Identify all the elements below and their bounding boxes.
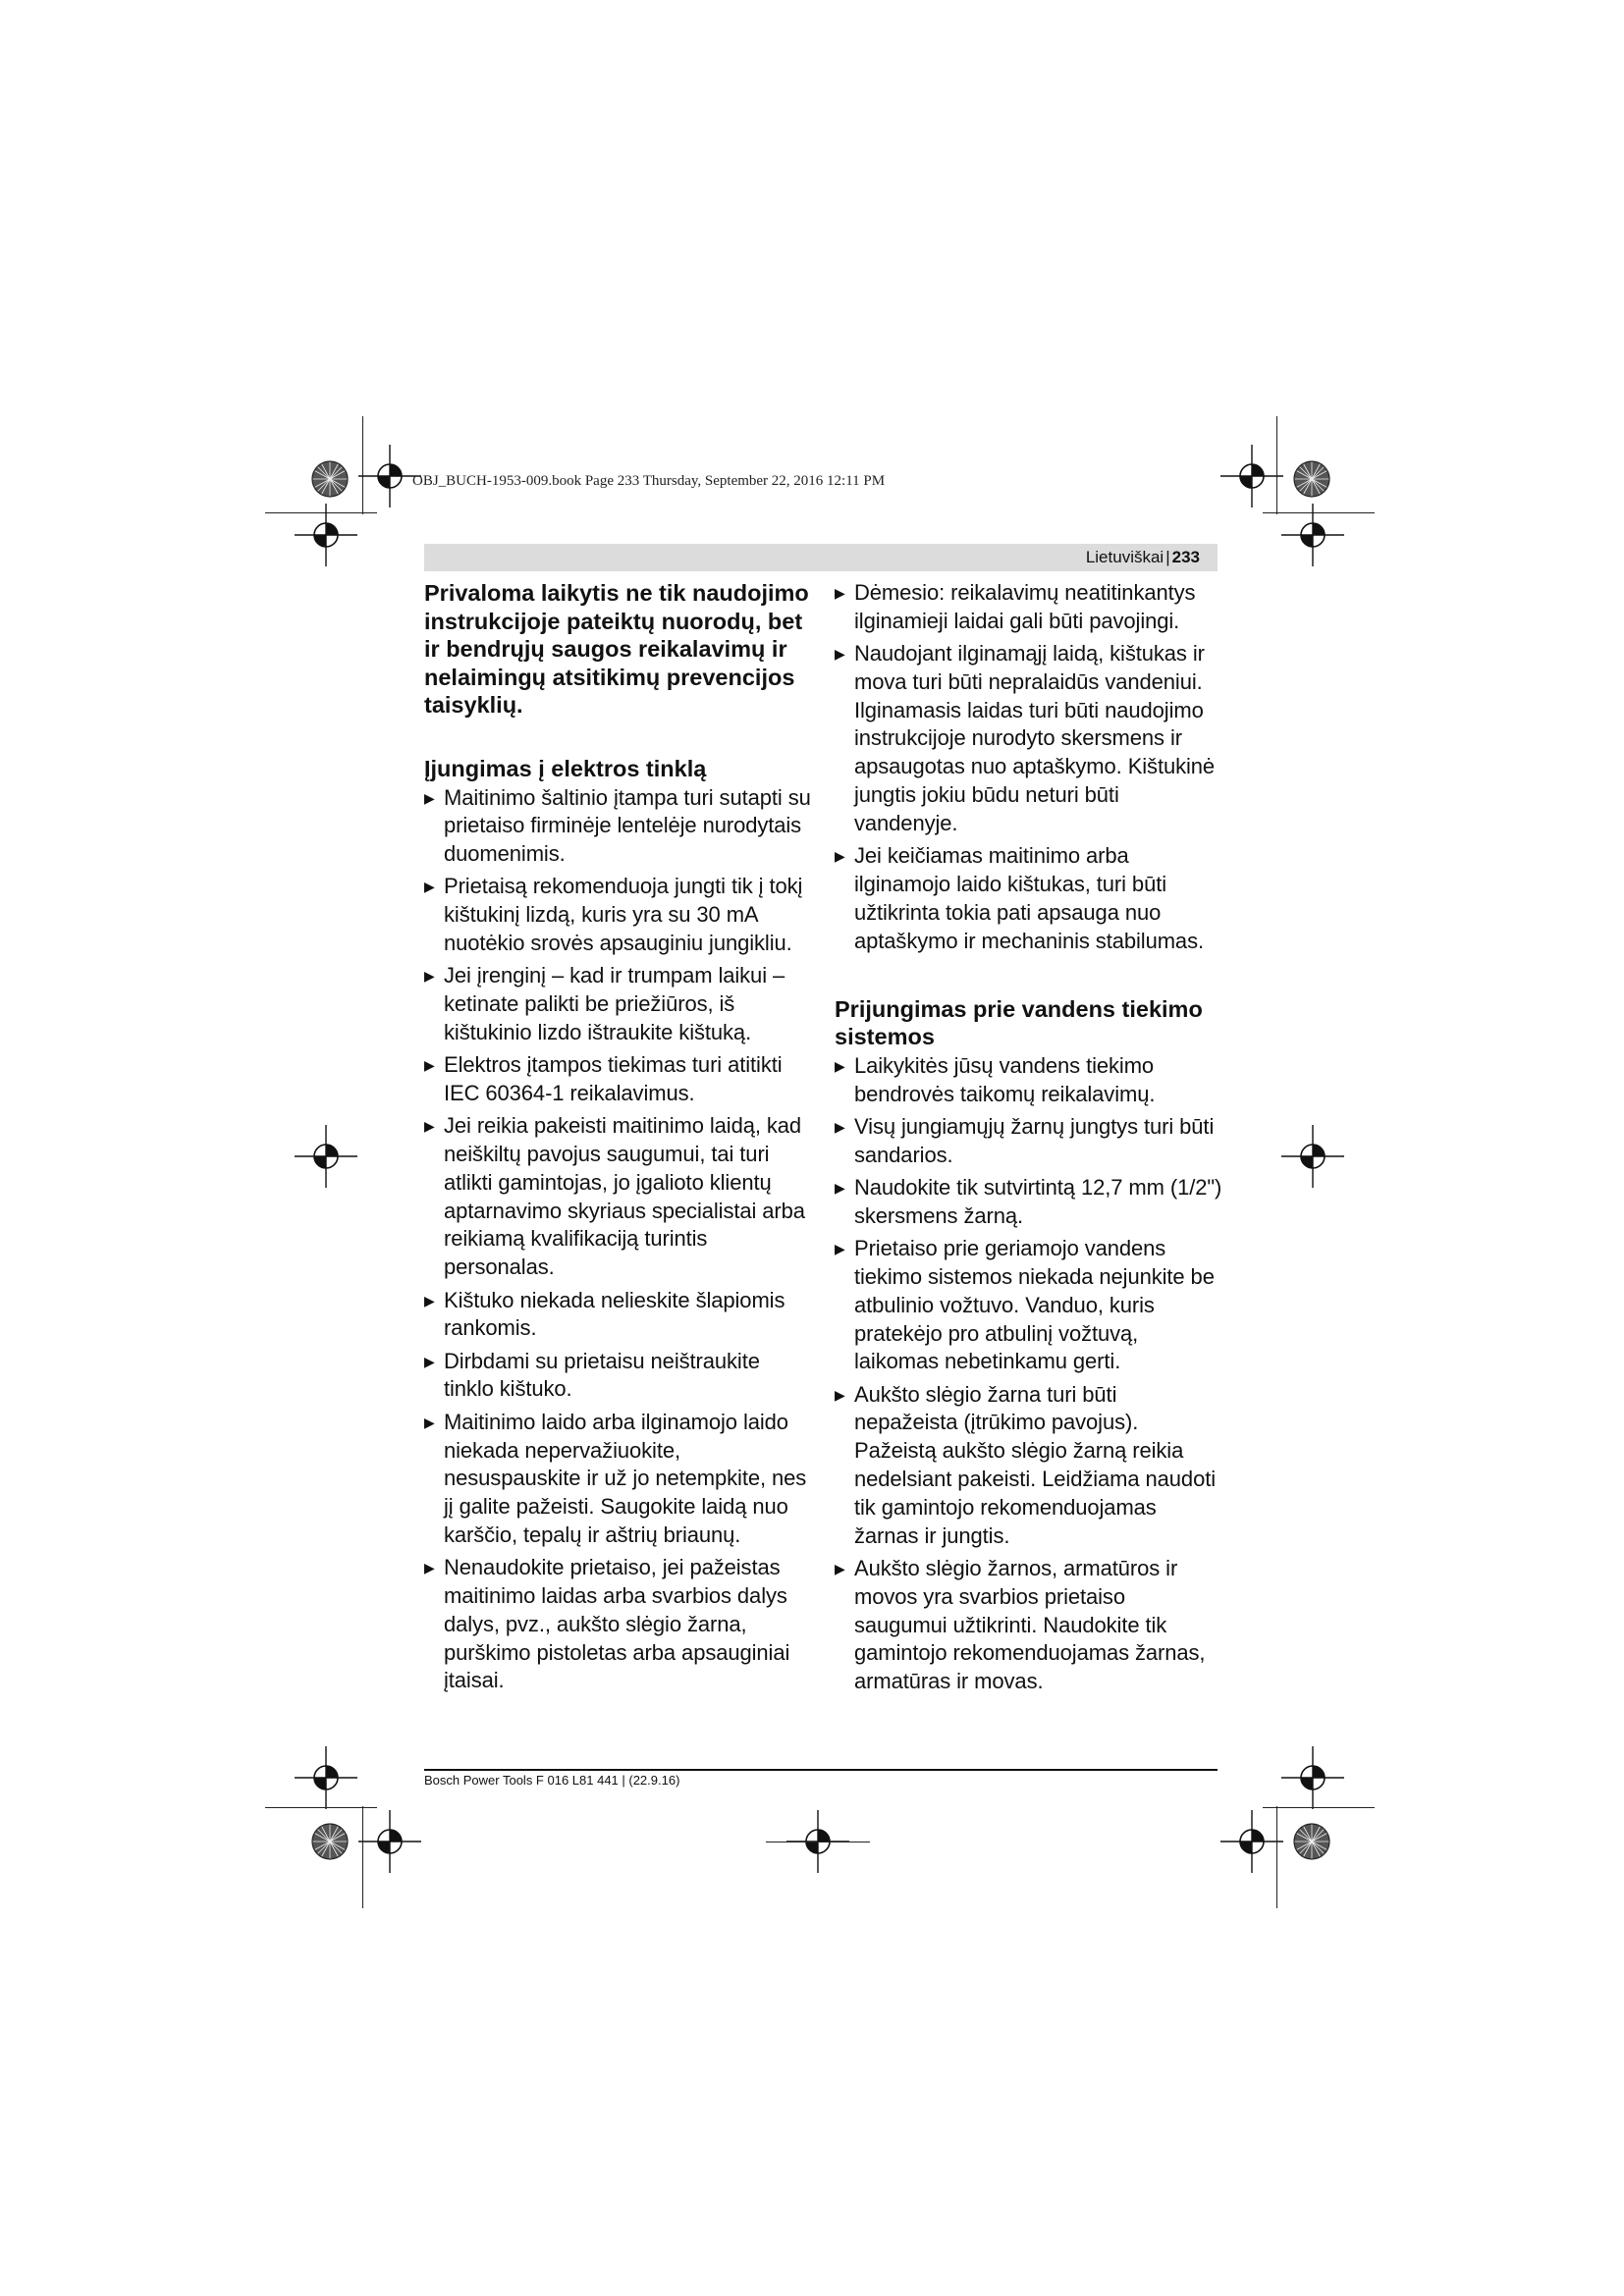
page-footer: Bosch Power Tools F 016 L81 441 | (22.9.16) [424, 1773, 680, 1788]
header-separator: | [1165, 548, 1170, 566]
list-item: ▶ Dirbdami su prietaisu neištraukite tinklo kištuko. [424, 1348, 812, 1405]
page-number: 233 [1171, 548, 1200, 566]
section-heading-water-supply: Prijungimas prie vandens tiekimo sistemos [835, 995, 1203, 1049]
crosshair-icon [295, 1746, 357, 1809]
crosshair-icon [1220, 445, 1283, 507]
page-header [424, 544, 1218, 571]
registration-target-icon [310, 1822, 350, 1861]
list-item: ▶ Jei keičiamas maitinimo arba ilginamojo laido kištukas, turi būti užtikrinta tokia pati apsauga nuo aptaškymo ir mechaninis stabilumas. [835, 842, 1222, 955]
extension-cord-list [835, 579, 1222, 955]
list-item: ▶ Laikykitės jūsų vandens tiekimo bendrovės taikomų reikalavimų. [835, 1052, 1222, 1109]
trim-line [1263, 1807, 1375, 1808]
list-item: ▶ Prietaisą rekomenduoja jungti tik į tokį kištukinį lizdą, kuris yra su 30 mA nuotėkio srovės apsauginiu jungikliu. [424, 873, 812, 957]
list-item: ▶ Maitinimo šaltinio įtampa turi sutapti su prietaiso firminėje lentelėje nurodytais duomenimis. [424, 784, 812, 869]
list-item: ▶ Jei įrenginį – kad ir trumpam laikui – ketinate palikti be priežiūros, iš kištukinio lizdo ištraukite kištuką. [424, 962, 812, 1046]
list-item: ▶ Aukšto slėgio žarnos, armatūros ir movos yra svarbios prietaiso saugumui užtikrinti. Naudokite tik gamintojo rekomenduojamas žarnas, armatūras ir movas. [835, 1555, 1222, 1696]
trim-line [1276, 1806, 1277, 1908]
crosshair-icon [358, 1810, 421, 1873]
print-slug: OBJ_BUCH-1953-009.book Page 233 Thursday, September 22, 2016 12:11 PM [412, 473, 886, 489]
list-item: ▶ Naudokite tik sutvirtintą 12,7 mm (1/2") skersmens žarną. [835, 1174, 1222, 1231]
crosshair-icon [295, 504, 357, 566]
footer-rule [424, 1769, 1218, 1771]
list-item: ▶ Maitinimo laido arba ilginamojo laido niekada nepervažiuokite, nesuspauskite ir už jo netempkite, nes jį galite pažeisti. Saugokite laidą nuo karščio, tepalų ir aštrių briaunų. [424, 1409, 812, 1550]
crosshair-icon [295, 1125, 357, 1188]
crosshair-icon [1281, 1746, 1344, 1809]
list-item: ▶ Jei reikia pakeisti maitinimo laidą, kad neiškiltų pavojus saugumui, tai turi atlikti gamintojas, jo įgalioto klientų aptarnavimo skyriaus specialistai arba reikiamą kvalifikaciją turintis personalas. [424, 1112, 812, 1282]
crosshair-icon [1281, 504, 1344, 566]
registration-target-icon [310, 459, 350, 499]
crosshair-icon [1281, 1125, 1344, 1188]
trim-line [265, 1807, 377, 1808]
mains-list [424, 784, 812, 1696]
section-heading-mains: Įjungimas į elektros tinklą [424, 755, 707, 781]
left-column [424, 579, 812, 1700]
right-column [835, 579, 1222, 1700]
registration-target-icon [1292, 459, 1331, 499]
registration-target-icon [1292, 1822, 1331, 1861]
list-item: ▶ Nenaudokite prietaiso, jei pažeistas maitinimo laidas arba svarbios dalys dalys, pvz., aukšto slėgio žarna, purškimo pistoletas arba apsauginiai įtaisai. [424, 1554, 812, 1695]
list-item: ▶ Kištuko niekada nelieskite šlapiomis rankomis. [424, 1287, 812, 1344]
water-supply-list [835, 1052, 1222, 1696]
list-item: ▶ Aukšto slėgio žarna turi būti nepažeista (įtrūkimo pavojus). Pažeistą aukšto slėgio žarną reikia nedelsiant pakeisti. Leidžiama naudoti tik gamintojo rekomenduojamas žarnas ir jungtis. [835, 1381, 1222, 1551]
trim-line [362, 1806, 363, 1908]
header-language: Lietuviškai [1085, 548, 1164, 566]
list-item: ▶ Dėmesio: reikalavimų neatitinkantys ilginamieji laidai gali būti pavojingi. [835, 579, 1222, 636]
list-item: ▶ Visų jungiamųjų žarnų jungtys turi būti sandarios. [835, 1113, 1222, 1170]
intro-paragraph: Privaloma laikytis ne tik naudojimo instrukcijoje pateiktų nuorodų, bet ir bendrųjų saugos reikalavimų ir nelaimingų atsitikimų prevencijos taisyklių. [424, 580, 809, 718]
list-item: ▶ Elektros įtampos tiekimas turi atitikti IEC 60364-1 reikalavimus. [424, 1051, 812, 1108]
list-item: ▶ Prietaiso prie geriamojo vandens tiekimo sistemos niekada nejunkite be atbulinio vožtuvo. Vanduo, kuris pratekėjo pro atbulinį vožtuvą, laikomas nebetinkamu gerti. [835, 1235, 1222, 1376]
crosshair-icon [1220, 1810, 1283, 1873]
list-item: ▶ Naudojant ilginamąjį laidą, kištukas ir mova turi būti nepralaidūs vandeniui. Ilginamasis laidas turi būti naudojimo instrukcijoje nurodyto skersmens ir apsaugotas nuo aptaškymo. Kištukinė jungtis jokiu būdu neturi būti vandenyje. [835, 640, 1222, 838]
